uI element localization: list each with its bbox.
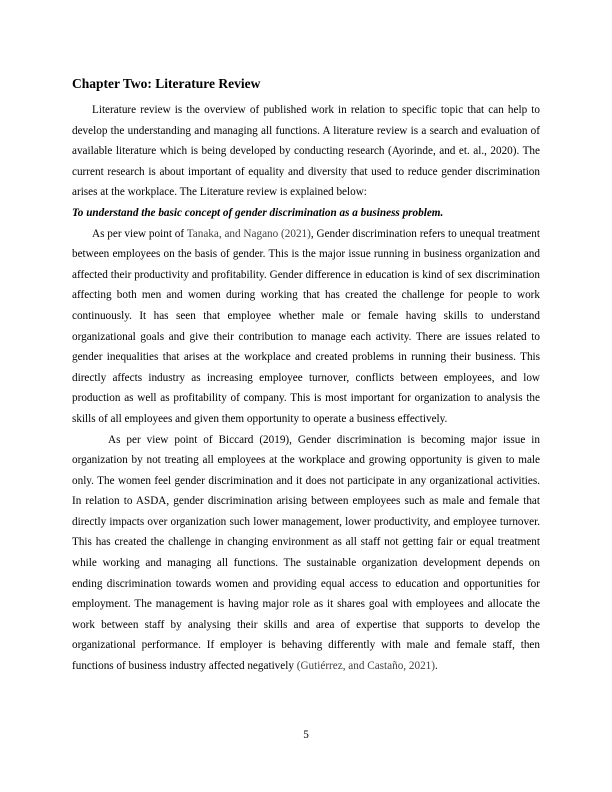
page-content [72, 74, 540, 677]
body-paragraph-biccard [72, 430, 540, 677]
intro-paragraph: Literature review is the overview of published work in relation to specific topic that can help to develop the understanding and managing all functions. A literature review is a search and evaluation of available literature which is being developed by conducting research (Ayorinde, and et. al., 2020). The current research is about important of equality and diversity that used to reduce gender discrimination arises at the workplace. The Literature review is explained below: [72, 104, 540, 199]
para3-end: . [434, 660, 438, 673]
para2-lead: As per view point of [92, 227, 187, 240]
citation-gutierrez: (Gutiérrez, and Castaño, 2021) [296, 660, 435, 673]
para2-body: , Gender discrimination refers to unequal treatment between employees on the basis of gender. This is the major issue running in business organization and affected their productivity and profitability. Gender difference in education is kind of sex discrimination affecting both men and women during working that has created the challenge for people to work continuously. It has seen that employee whether male or female having skills to understand organizational goals and give their contribution to manage each activity. There are issues related to gender inequalities that arises at the workplace and created problems in running their business. This directly affects industry as increasing employee turnover, conflicts between employees, and low production as well as profitability of company. This is most important for organization to analysis the skills of all employees and given them opportunity to operate a business effectively. [72, 227, 540, 425]
page-number: 5 [303, 729, 309, 741]
section-subheading: To understand the basic concept of gender discrimination as a business problem. [72, 206, 444, 219]
chapter-heading: Chapter Two: Literature Review [72, 76, 261, 91]
para3-body: As per view point of Biccard (2019), Gender discrimination is becoming major issue in organization by not treating all employees at the workplace and growing opportunity is given to male only. The women feel gender discrimination and it does not participate in any organizational activities. In relation to ASDA, gender discrimination arising between employees such as male and female that directly impacts over organization such lower management, lower productivity, and employee turnover. This has created the challenge in changing environment as all staff not getting fair or equal treatment while working and managing all functions. The sustainable organization development depends on ending discrimination towards women and providing equal access to education and opportunities for employment. The management is having major role as it shares goal with employees and allocate the work between staff by analysing their skills and area of expertise that supports to develop the organizational performance. If employer is behaving differently with male and female staff, then functions of business industry affected negatively [72, 433, 540, 673]
body-paragraph-tanaka [72, 224, 540, 430]
citation-tanaka: Tanaka, and Nagano (2021) [186, 227, 311, 240]
